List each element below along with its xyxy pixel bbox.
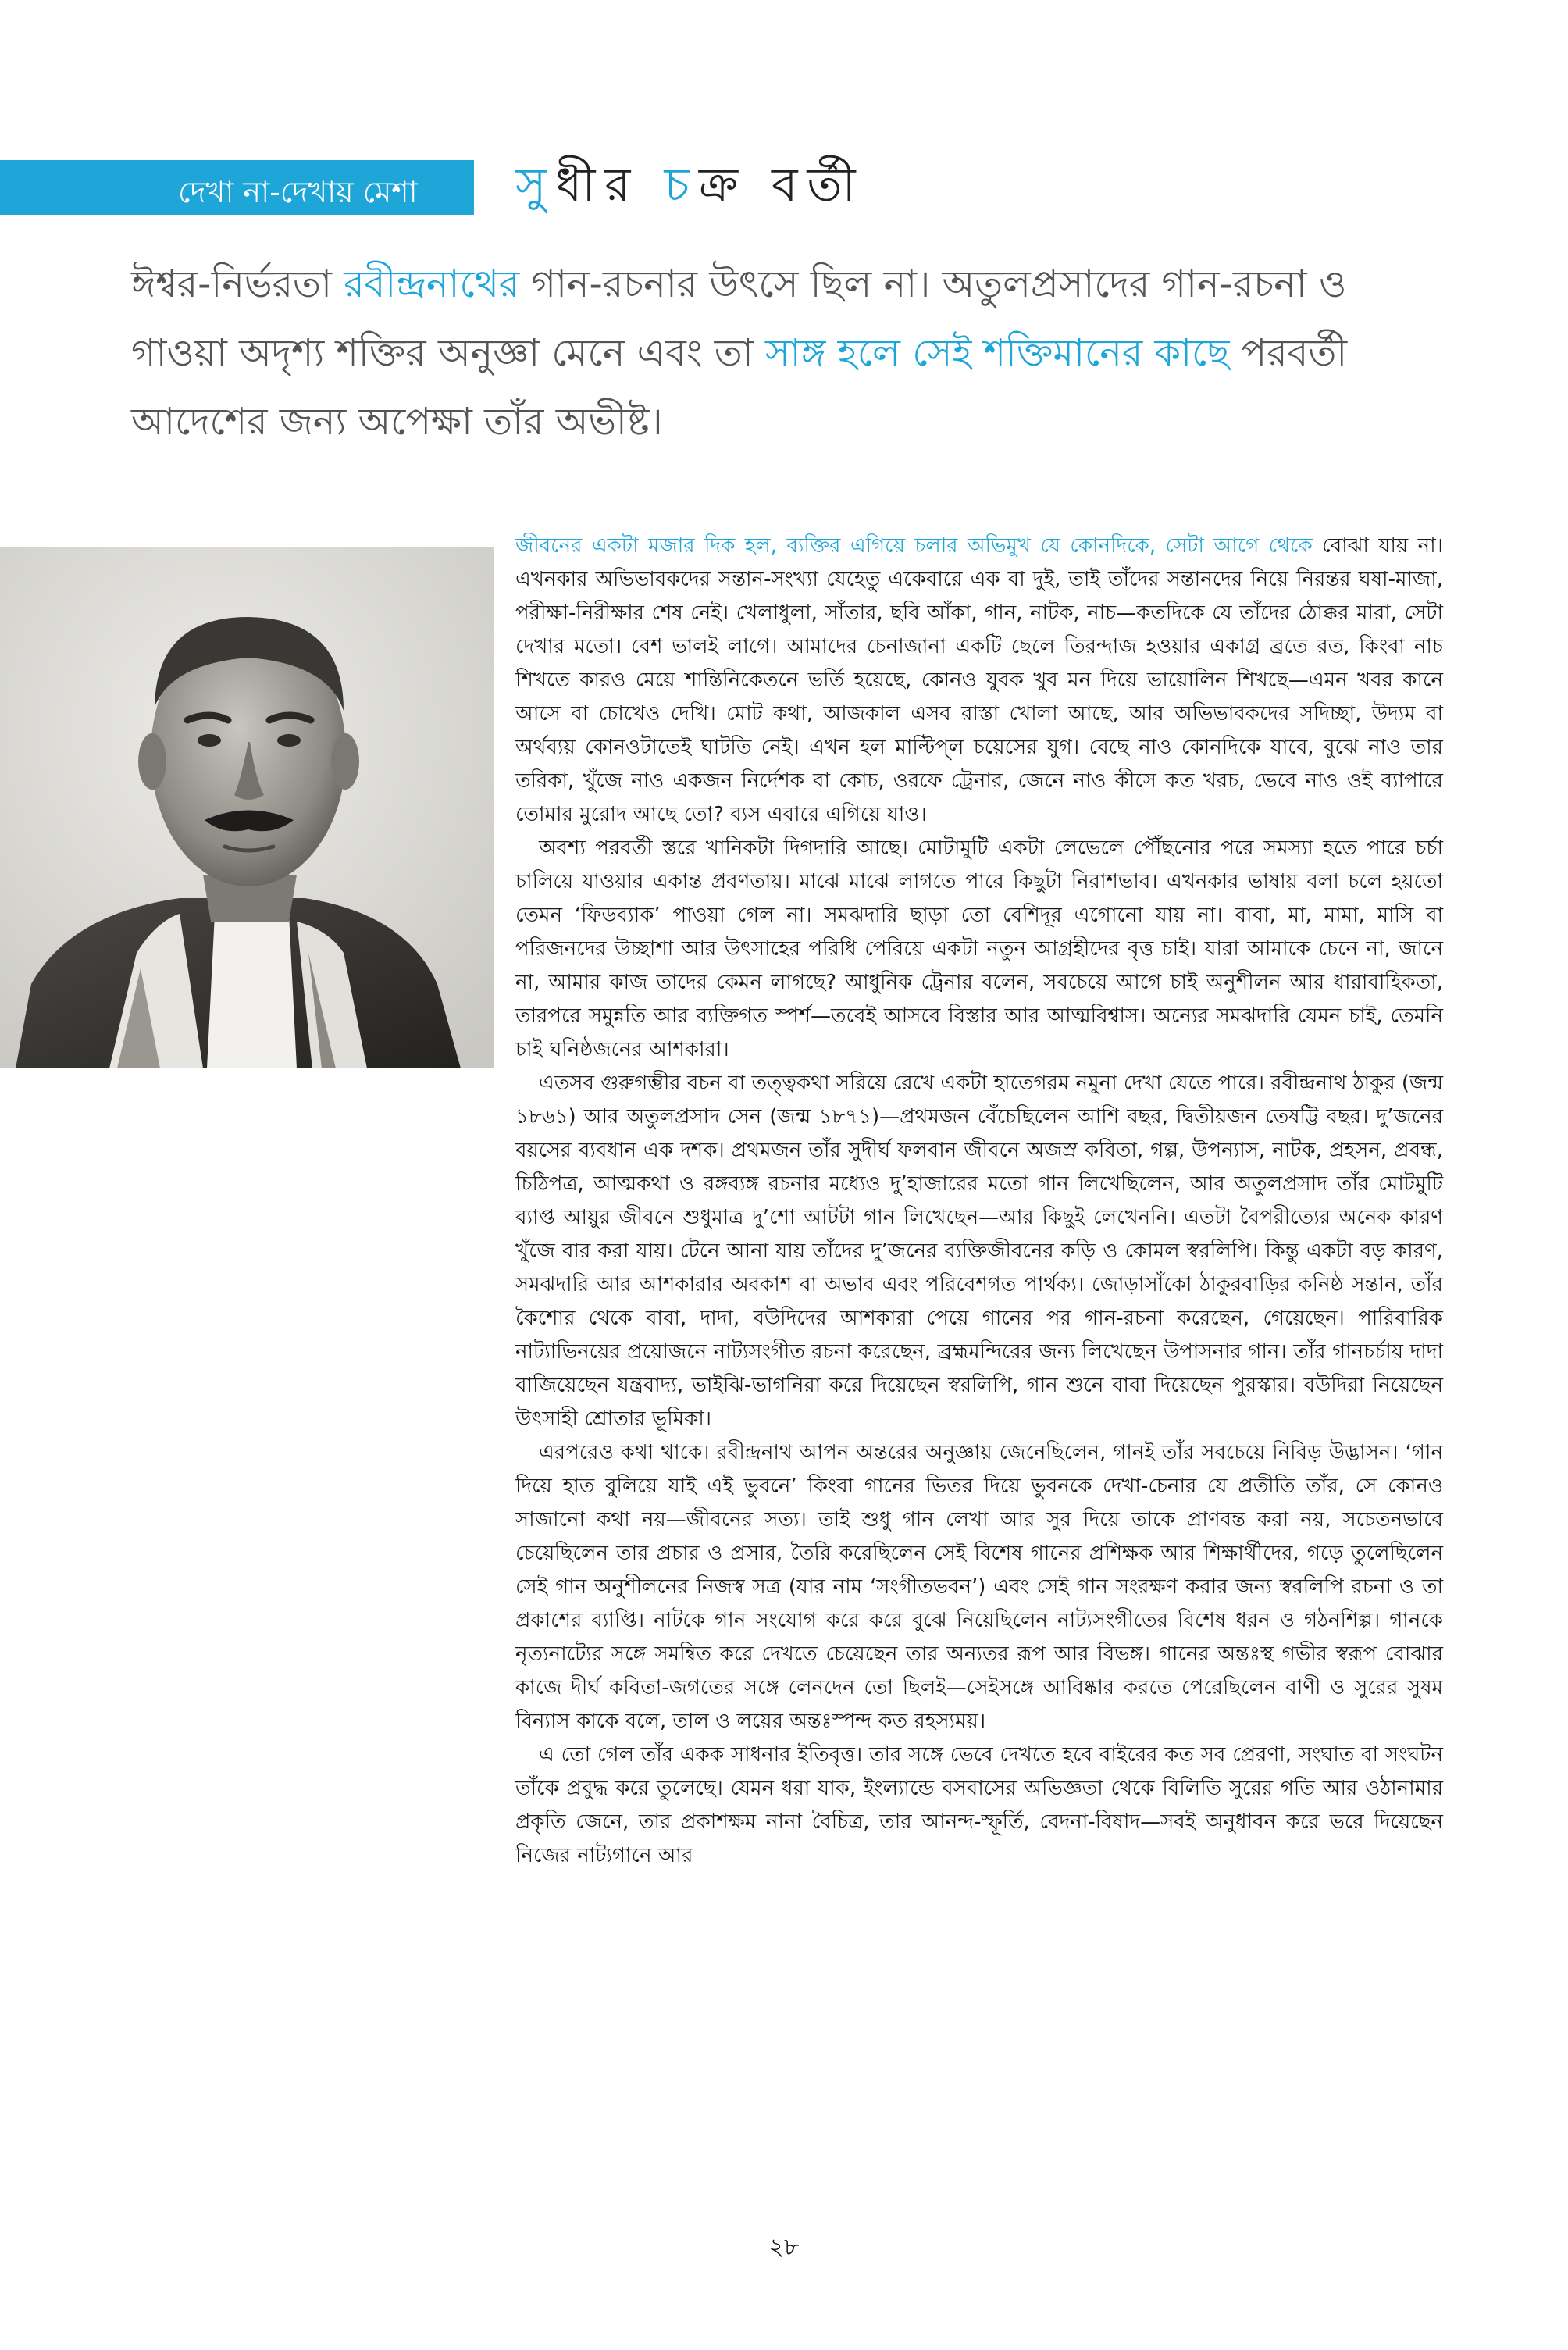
article-paragraph [515,530,1443,832]
portrait-photo [0,547,494,1068]
article-paragraph: এতসব গুরুগম্ভীর বচন বা তত্ত্বকথা সরিয়ে রেখে একটা হাতেগরম নমুনা দেখা যেতে পারে। রবীন্দ্রনাথ ঠাকুর (জন্ম ১৮৬১) আর অতুলপ্রসাদ সেন (জন্ম ১৮৭১)—প্রথমজন বেঁচেছিলেন আশি বছর, দ্বিতীয়জন তেষট্টি বছর। দু’জনের বয়সের ব্যবধান এক দশক। প্রথমজন তাঁর সুদীর্ঘ ফলবান জীবনে অজস্র কবিতা, গল্প, উপন্যাস, নাটক, প্রহসন, প্রবন্ধ, চিঠিপত্র, আত্মকথা ও রঙ্গব্যঙ্গ রচনার মধ্যেও দু’হাজারের মতো গান লিখেছিলেন, আর অতুলপ্রসাদ তাঁর মোটমুটি ব্যাপ্ত আয়ুর জীবনে শুধুমাত্র দু’শো আটটা গান লিখেছেন—আর কিছুই লেখেননি। এতটা বৈপরীত্যের অনেক কারণ খুঁজে বার করা যায়। টেনে আনা যায় তাঁদের দু’জনের ব্যক্তিজীবনের কড়ি ও কোমল স্বরলিপি। কিন্তু একটা বড় কারণ, সমঝদারি আর আশকারার অবকাশ বা অভাব এবং পরিবেশগত পার্থক্য। জোড়াসাঁকো ঠাকুরবাড়ির কনিষ্ঠ সন্তান, তাঁর কৈশোর থেকে বাবা, দাদা, বউদিদের আশকারা পেয়ে গানের পর গান-রচনা করেছেন, গেয়েছেন। পারিবারিক নাট্যাভিনয়ের প্রয়োজনে নাট্যসংগীত রচনা করেছেন, ব্রহ্মমন্দিরের জন্য লিখেছেন উপাসনার গান। তাঁর গানচর্চায় দাদা বাজিয়েছেন যন্ত্রবাদ্য, ভাইঝি-ভাগনিরা করে দিয়েছেন স্বরলিপি, গান শুনে বাবা দিয়েছেন পুরস্কার। বউদিরা নিয়েছেন উৎসাহী শ্রোতার ভূমিকা। [515,1072,1443,1431]
article-body [515,530,1443,1873]
lede-segment: গান-রচনার উৎসে ছিল না। অতুলপ্রসাদের গান-রচনা ও গাওয়া অদৃশ্য শক্তির অনুজ্ঞা মেনে এবং তা [131,262,1347,375]
article-paragraph: এরপরেও কথা থাকে। রবীন্দ্রনাথ আপন অন্তরের অনুজ্ঞায় জেনেছিলেন, গানই তাঁর সবচেয়ে নিবিড় উদ্ভাসন। ‘গান দিয়ে হাত বুলিয়ে যাই এই ভুবনে’ কিংবা গানের ভিতর দিয়ে ভুবনকে দেখা-চেনার যে প্রতীতি তাঁর, সে কোনও সাজানো কথা নয়—জীবনের সত্য। তাই শুধু গান লেখা আর সুর দিয়ে তাকে প্রাণবন্ত করা নয়, সচেতনভাবে চেয়েছিলেন তার প্রচার ও প্রসার, তৈরি করেছিলেন সেই বিশেষ গানের প্রশিক্ষক আর শিক্ষার্থীদের, গড়ে তুলেছিলেন সেই গান অনুশীলনের নিজস্ব সত্র (যার নাম ‘সংগীতভবন’) এবং সেই গান সংরক্ষণ করার জন্য স্বরলিপি রচনা ও তা প্রকাশের ব্যাপ্তি। নাটকে গান সংযোগ করে করে বুঝে নিয়েছিলেন নাট্যসংগীতের বিশেষ ধরন ও গঠনশিল্প। গানকে নৃত্যনাট্যের সঙ্গে সমন্বিত করে দেখতে চেয়েছেন তার অন্যতর রূপ আর বিভঙ্গ। গানের অন্তঃস্থ গভীর স্বরূপ বোঝার কাজে দীর্ঘ কবিতা-জগতের সঙ্গে লেনদেন তো ছিলই—সেইসঙ্গে আবিষ্কার করতে পেরেছিলেন বাণী ও সুরের সুষম বিন্যাস কাকে বলে, তাল ও লয়ের অন্তঃস্পন্দ কত রহস্যময়। [515,1441,1443,1733]
lede-highlight: রবীন্দ্রনাথের [344,262,520,306]
portrait-illustration [0,547,494,1068]
lede-segment: ঈশ্বর-নির্ভরতা [131,262,344,306]
author-part: সু [515,158,556,212]
page-number: ২৮ [768,2234,800,2261]
lede-highlight: সাঙ্গ হলে সেই শক্তিমানের কাছে [764,331,1230,375]
author-byline [515,155,865,216]
author-part: ধীর [555,158,665,212]
article-paragraph: অবশ্য পরবর্তী স্তরে খানিকটা দিগদারি আছে। মোটামুটি একটা লেভেলে পৌঁছনোর পরে সমস্যা হতে পারে চর্চা চালিয়ে যাওয়ার একান্ত প্রবণতায়। মাঝে মাঝে লাগতে পারে কিছুটা নিরাশভাব। এখনকার ভাষায় বলা চলে হয়তো তেমন ‘ফিডব্যাক’ পাওয়া গেল না। সমঝদারি ছাড়া তো বেশিদূর এগোনো যায় না। বাবা, মা, মামা, মাসি বা পরিজনদের উচ্ছাশা আর উৎসাহের পরিধি পেরিয়ে একটা নতুন আগ্রহীদের বৃত্ত চাই। যারা আমাকে চেনে না, জানে না, আমার কাজ তাদের কেমন লাগছে? আধুনিক ট্রেনার বলেন, সবচেয়ে আগে চাই অনুশীলন আর ধারাবাহিকতা, তারপরে সমুন্নতি আর ব্যক্তিগত স্পর্শ—তবেই আসবে বিস্তার আর আত্মবিশ্বাস। অন্যের সমঝদারি যেমন চাই, তেমনি চাই ঘনিষ্ঠজনের আশকারা। [515,836,1443,1061]
section-label: দেখা না-দেখায় মেশা [178,175,418,209]
author-part: ক্র বর্তী [698,158,865,212]
paragraph-text: বোঝা যায় না। এখনকার অভিভাবকদের সন্তান-সংখ্যা যেহেতু একেবারে এক বা দুই, তাই তাঁদের সন্তানদের নিয়ে নিরন্তর ঘষা-মাজা, পরীক্ষা-নিরীক্ষার শেষ নেই। খেলাধুলা, সাঁতার, ছবি আঁকা, গান, নাটক, নাচ—কতদিকে যে তাঁদের ঠোক্কর মারা, সেটা দেখার মতো। বেশ ভালই লাগে। আমাদের চেনাজানা একটি ছেলে তিরন্দাজ হওয়ার একাগ্র ব্রতে রত, কিংবা নাচ শিখতে কারও মেয়ে শান্তিনিকেতনে ভর্তি হয়েছে, কোনও যুবক খুব মন দিয়ে ভায়োলিন শিখছে—এমন খবর কানে আসে বা চোখেও দেখি। মোট কথা, আজকাল এসব রাস্তা খোলা আছে, আর অভিভাবকদের সদিচ্ছা, উদ্যম বা অর্থব্যয় কোনওটাতেই ঘাটতি নেই। এখন হল মাল্টিপ্‌ল চয়েসের যুগ। বেছে নাও কোনদিকে যাবে, বুঝে নাও তার তরিকা, খুঁজে নাও একজন নির্দেশক বা কোচ, ওরফে ট্রেনার, জেনে নাও কীসে কত খরচ, ভেবে নাও ওই ব্যাপারে তোমার মুরোদ আছে তো? ব্যস এবারে এগিয়ে যাও। [515,534,1443,826]
lede-quote [131,250,1451,456]
article-paragraph: এ তো গেল তাঁর একক সাধনার ইতিবৃত্ত। তার সঙ্গে ভেবে দেখতে হবে বাইরের কত সব প্রেরণা, সংঘাত বা সংঘটন তাঁকে প্রবুদ্ধ করে তুলেছে। যেমন ধরা যাক, ইংল্যান্ডে বসবাসের অভিজ্ঞতা থেকে বিলিতি সুরের গতি আর ওঠানামার প্রকৃতি জেনে, তার প্রকাশক্ষম নানা বৈচিত্র, তার আনন্দ-স্ফূর্তি, বেদনা-বিষাদ—সবই অনুধাবন করে ভরে দিয়েছেন নিজের নাট্যগানে আর [515,1743,1443,1867]
lede-segment: পরবর্তী আদেশের জন্য অপেক্ষা তাঁর অভীষ্ট। [131,331,1348,444]
intro-highlight: জীবনের একটা মজার দিক হল, ব্যক্তির এগিয়ে চলার অভিমুখ যে কোনদিকে, সেটা আগে থেকে [515,534,1313,558]
author-part: চ [664,158,699,212]
